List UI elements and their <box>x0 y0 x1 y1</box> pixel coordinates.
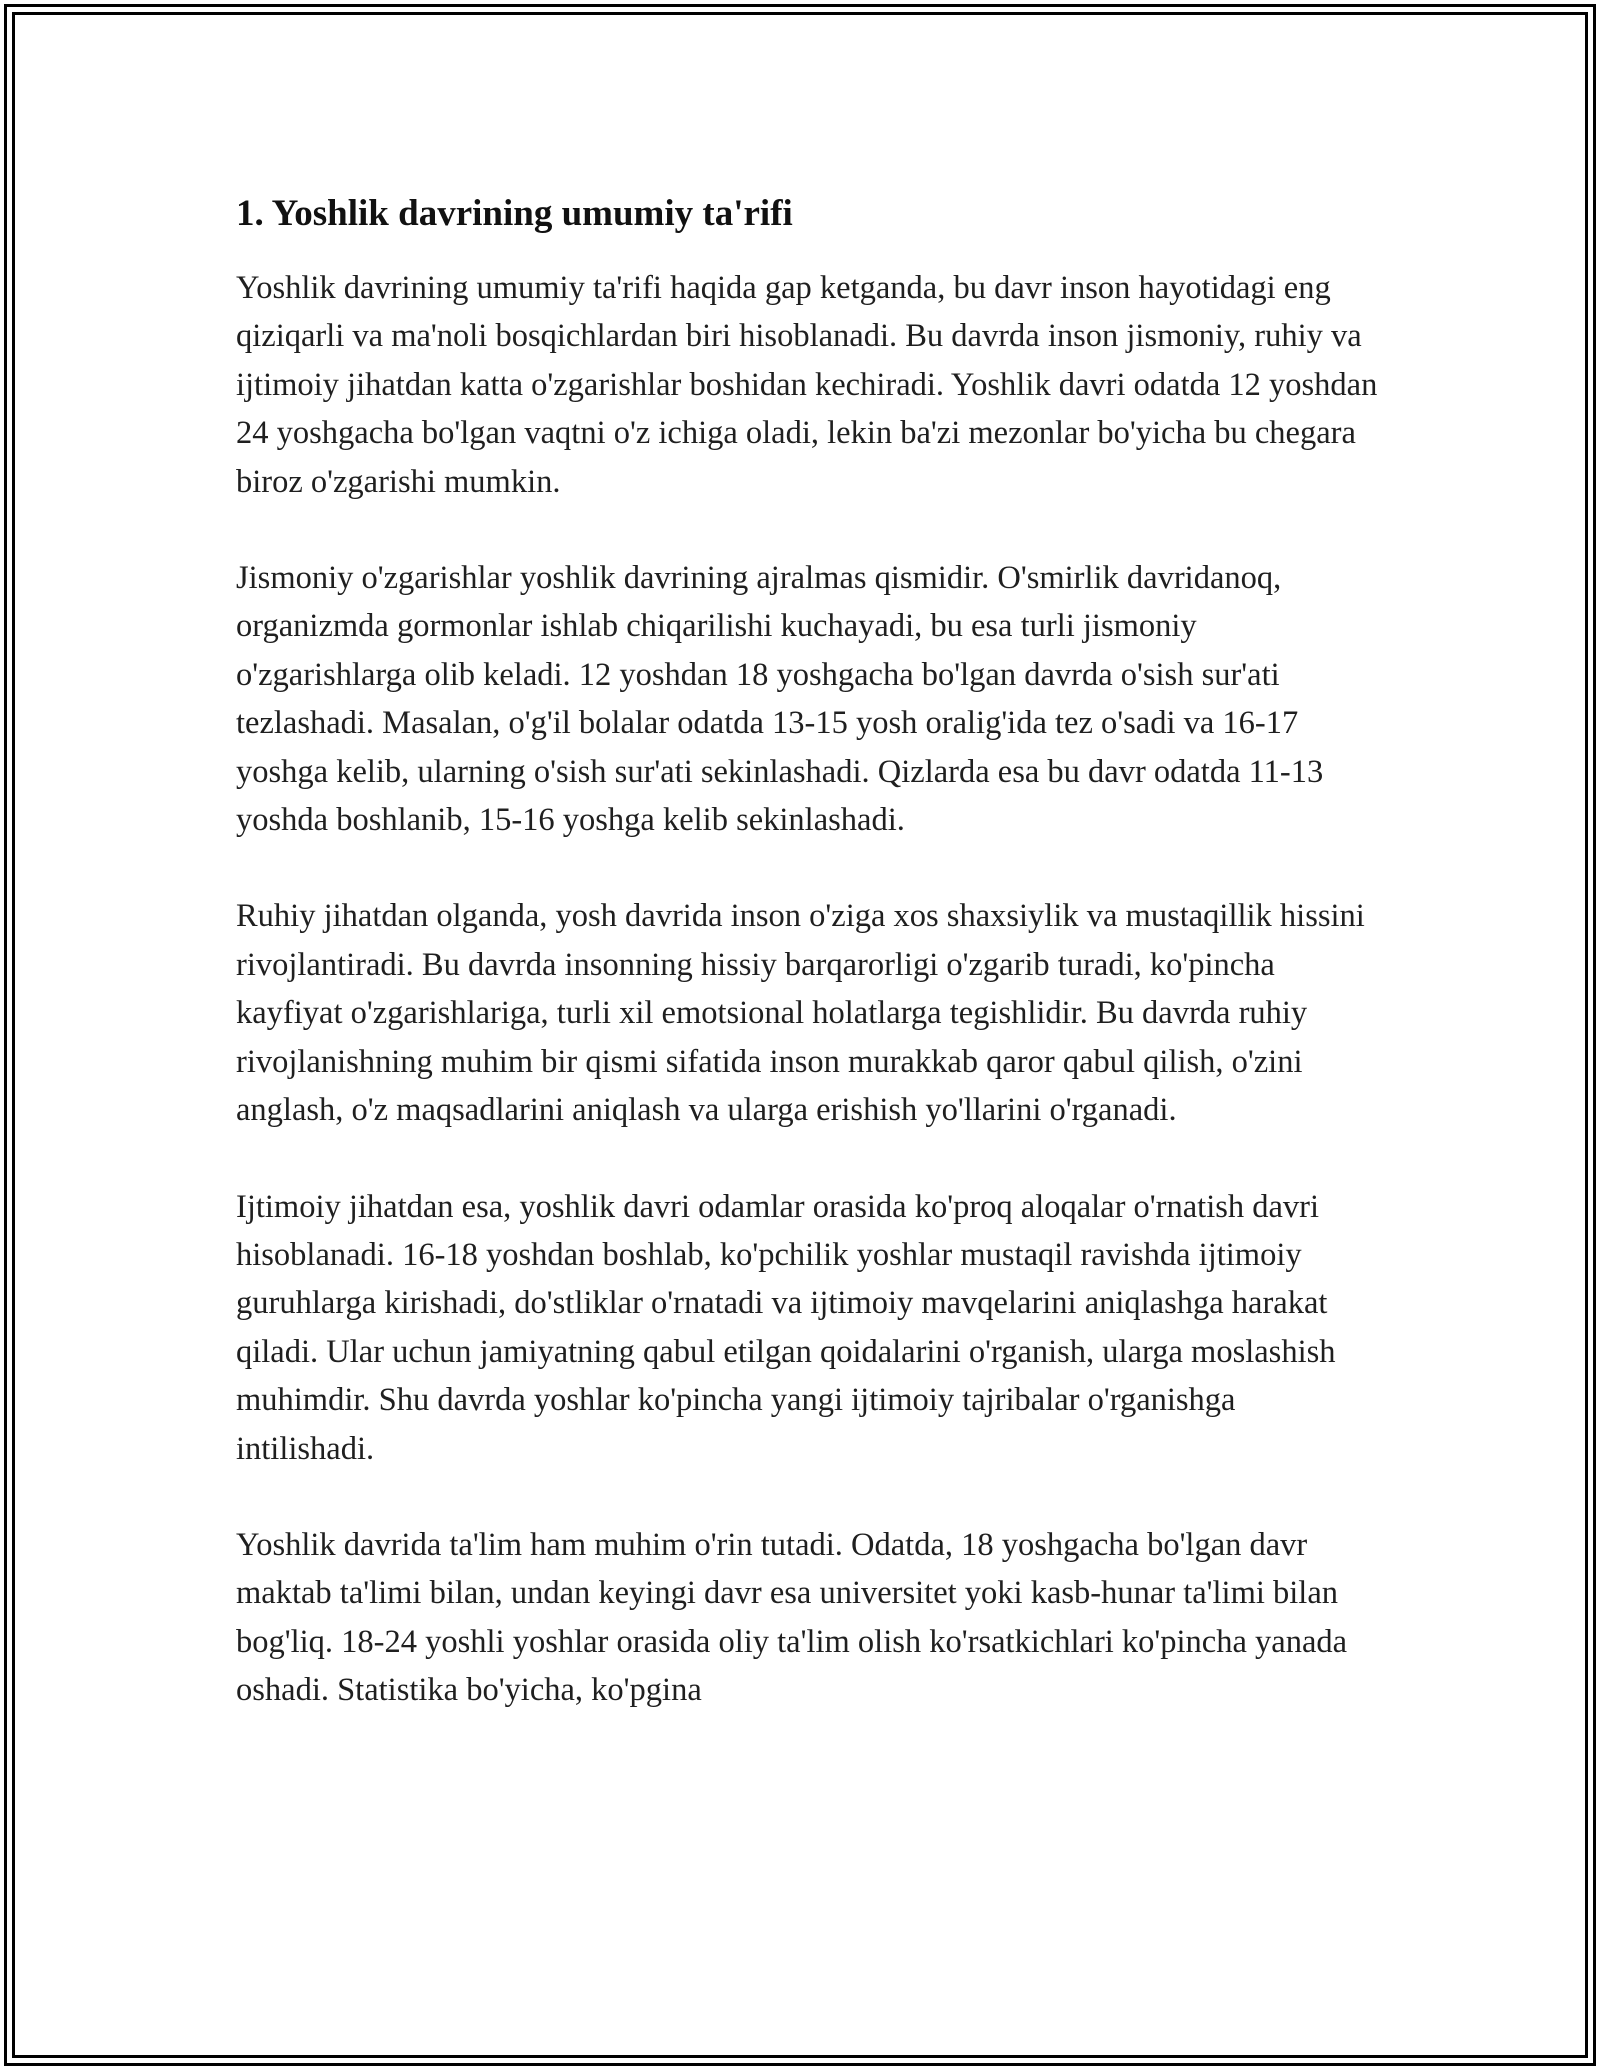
paragraph-physical-changes: Jismoniy o'zgarishlar yoshlik davrining ajralmas qismidir. O'smirlik davridanoq, organizmda gormonlar ishlab chiqarilishi kuchayadi, bu esa turli jismoniy o'zgarishlarga olib keladi. 12 yoshdan 18 yoshgacha bo'lgan davrda o'sish sur'ati tezlashadi. Masalan, o'g'il bolalar odatda 13-15 yosh oralig'ida tez o'sadi va 16-17 yoshga kelib, ularning o'sish sur'ati sekinlashadi. Qizlarda esa bu davr odatda 11-13 yoshda boshlanib, 15-16 yoshga kelib sekinlashadi. <box>236 560 1324 839</box>
paragraph-social: Ijtimoiy jihatdan esa, yoshlik davri odamlar orasida ko'proq aloqalar o'rnatish davri hisoblanadi. 16-18 yoshdan boshlab, ko'pchilik yoshlar mustaqil ravishda ijtimoiy guruhlarga kirishadi, do'stliklar o'rnatadi va ijtimoiy mavqelarini aniqlashga harakat qiladi. Ular uchun jamiyatning qabul etilgan qoidalarini o'rganish, ularga moslashish muhimdir. Shu davrda yoshlar ko'pincha yangi ijtimoiy tajribalar o'rganishga intilishadi. <box>236 1188 1336 1467</box>
paragraph-education: Yoshlik davrida ta'lim ham muhim o'rin tutadi. Odatda, 18 yoshgacha bo'lgan davr maktab ta'limi bilan, undan keyingi davr esa universitet yoki kasb-hunar ta'limi bilan bog'liq. 18-24 yoshli yoshlar orasida oliy ta'lim olish ko'rsatkichlari ko'pincha yanada oshadi. Statistika bo'yicha, ko'pgina <box>236 1526 1348 1709</box>
paragraph-psychological: Ruhiy jihatdan olganda, yosh davrida inson o'ziga xos shaxsiylik va mustaqillik hissini rivojlantiradi. Bu davrda insonning hissiy barqarorligi o'zgarib turadi, ko'pincha kayfiyat o'zgarishlariga, turli xil emotsional holatlarga tegishlidir. Bu davrda ruhiy rivojlanishning muhim bir qismi sifatida inson murakkab qaror qabul qilish, o'zini anglash, o'z maqsadlarini aniqlash va ularga erishish yo'llarini o'rganadi. <box>236 898 1365 1129</box>
section-heading: 1. Yoshlik davrining umumiy ta'rifi <box>236 193 793 234</box>
document-body <box>236 188 1381 1763</box>
paragraph-definition: Yoshlik davrining umumiy ta'rifi haqida gap ketganda, bu davr inson hayotidagi eng qiziqarli va ma'noli bosqichlardan biri hisoblanadi. Bu davrda inson jismoniy, ruhiy va ijtimoiy jihatdan katta o'zgarishlar boshidan kechiradi. Yoshlik davri odatda 12 yoshdan 24 yoshgacha bo'lgan vaqtni o'z ichiga oladi, lekin ba'zi mezonlar bo'yicha bu chegara biroz o'zgarishi mumkin. <box>236 270 1378 500</box>
